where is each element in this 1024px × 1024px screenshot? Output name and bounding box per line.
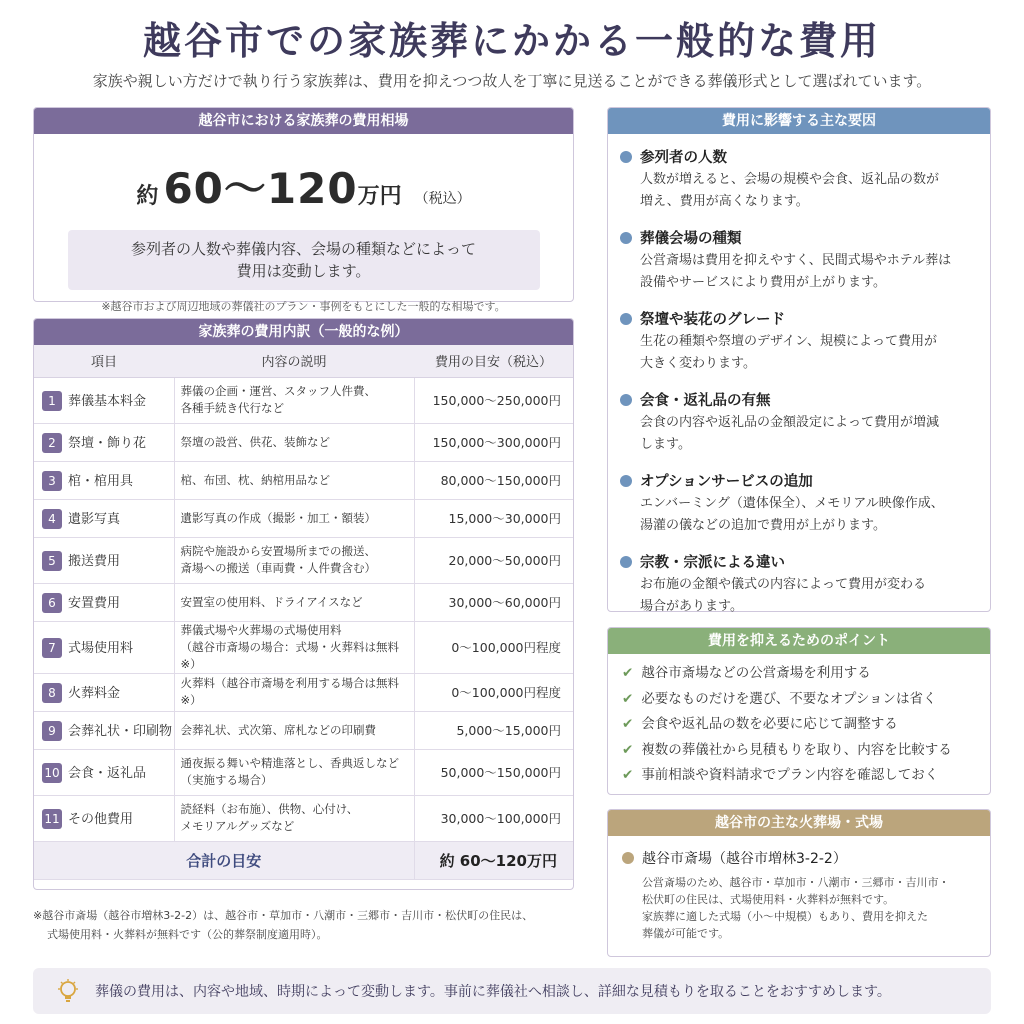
description-line: 棺、布団、枕、納棺用品など: [180, 472, 330, 487]
table-row: [34, 621, 573, 673]
description-line: メモリアルグッズなど: [180, 819, 295, 833]
table-row: [34, 749, 573, 795]
body-line: 大きく変わります。: [640, 356, 756, 371]
description-line: 通夜振る舞いや精進落とし、香典返しなど: [180, 756, 399, 770]
saving-tips-panel: [607, 627, 991, 795]
factor-title-text: 葬儀会場の種類: [640, 231, 742, 247]
description-line: 安置室の使用料、ドライアイスなど: [180, 594, 363, 609]
description-line: 読経料（お布施）、供物、心付け、: [180, 802, 359, 816]
description-line: 病院や施設から安置場所までの搬送、: [180, 544, 376, 558]
table-row: [34, 461, 573, 499]
factor-body: [620, 331, 980, 375]
bullet-dot-icon: [620, 232, 632, 244]
item-cell: [34, 583, 174, 621]
table-row: [34, 537, 573, 583]
factor-body: [620, 169, 980, 213]
item-name: 会葬礼状・印刷物: [68, 723, 173, 739]
item-number-badge: 9: [42, 721, 62, 741]
factors-header: 費用に影響する主な要因: [608, 108, 990, 134]
factor-title-text: 会食・返礼品の有無: [640, 393, 771, 409]
table-row: [34, 499, 573, 537]
item-name: 葬儀基本料金: [68, 393, 147, 409]
cost-cell: 30,000〜60,000円: [414, 583, 573, 621]
body-line: 場合があります。: [640, 599, 743, 614]
description-line: 家族葬に適した式場（小〜中規模）もあり、費用を抑えた: [642, 910, 928, 923]
checkmark-icon: ✔: [622, 716, 634, 732]
factor-item: [608, 551, 990, 618]
cost-range-header: 越谷市における家族葬の費用相場: [34, 108, 573, 134]
description-line: （実施する場合）: [180, 773, 273, 787]
cost-range-note: [68, 230, 540, 290]
tip-item: [608, 661, 990, 687]
item-name: その他費用: [68, 811, 134, 827]
item-name: 式場使用料: [68, 640, 134, 656]
item-cell: [34, 377, 174, 423]
item-cell: [34, 795, 174, 841]
bullet-dot-icon: [620, 475, 632, 487]
total-row: [34, 841, 573, 879]
bullet-dot-icon: [622, 852, 634, 864]
cost-range-amount: [34, 156, 573, 216]
description-line: 葬儀の企画・運営、スタッフ人件費、: [180, 384, 376, 398]
item-cell: [34, 621, 174, 673]
footnote-line: ※越谷市斎場（越谷市増林3-2-2）は、越谷市・草加市・八潮市・三郷市・吉川市・松伏町の住民は、: [33, 909, 534, 922]
item-cell: [34, 749, 174, 795]
description-cell: [174, 673, 414, 711]
cost-cell: 0〜100,000円程度: [414, 673, 573, 711]
item-cell: [34, 499, 174, 537]
item-number-badge: 6: [42, 593, 62, 613]
total-value: 約 60〜120万円: [414, 841, 573, 879]
body-line: 公営斎場は費用を抑えやすく、民間式場やホテル葬は: [640, 253, 952, 268]
cost-cell: 80,000〜150,000円: [414, 461, 573, 499]
column-header: 内容の説明: [174, 345, 414, 377]
table-header-row: [34, 345, 573, 377]
factor-title: [620, 389, 980, 410]
tip-item: [608, 712, 990, 738]
description-line: 火葬料（越谷市斎場を利用する場合は無料※）: [180, 676, 399, 707]
cost-cell: 50,000〜150,000円: [414, 749, 573, 795]
body-line: 生花の種類や祭壇のデザイン、規模によって費用が: [640, 334, 938, 349]
description-cell: [174, 621, 414, 673]
item-number-badge: 5: [42, 551, 62, 571]
cost-range-footnote: ※越谷市および周辺地域の葬儀社のプラン・事例をもとにした一般的な相場です。: [101, 300, 506, 313]
factor-body: [620, 250, 980, 294]
item-name: 祭壇・飾り花: [68, 435, 147, 451]
item-number-badge: 11: [42, 809, 62, 829]
item-number-badge: 4: [42, 509, 62, 529]
crematorium-name-text: 越谷市斎場（越谷市増林3-2-2）: [642, 851, 847, 867]
cost-range-panel: [33, 107, 574, 313]
page-title: 越谷市での家族葬にかかる一般的な費用: [142, 18, 881, 63]
tip-item: [608, 738, 990, 764]
footnote-line: 式場使用料・火葬料が無料です（公的葬祭制度適用時）。: [47, 928, 328, 941]
breakdown-header: 家族葬の費用内訳（一般的な例）: [34, 319, 573, 345]
item-number-badge: 2: [42, 433, 62, 453]
item-name: 会食・返礼品: [68, 765, 147, 781]
tip-text: 越谷市斎場などの公営斎場を利用する: [641, 665, 871, 681]
amount-value: 60〜120: [163, 164, 358, 213]
factor-title-text: オプションサービスの追加: [640, 474, 813, 490]
amount-unit: 万円: [357, 184, 402, 209]
item-name: 安置費用: [68, 595, 121, 611]
checkmark-icon: ✔: [622, 690, 634, 707]
column-header: 費用の目安（税込）: [414, 345, 573, 377]
body-line: 人数が増えると、会場の規模や会食、返礼品の数が: [640, 172, 940, 187]
cost-factors-panel: [607, 107, 991, 612]
description-line: 各種手続き代行など: [180, 401, 284, 415]
item-cell: [34, 711, 174, 749]
item-number-badge: 8: [42, 683, 62, 703]
factor-item: [608, 227, 990, 294]
cost-cell: 0〜100,000円程度: [414, 621, 573, 673]
item-name: 搬送費用: [68, 553, 121, 569]
body-line: お布施の金額や儀式の内容によって費用が変わる: [640, 577, 927, 592]
cost-cell: 30,000〜100,000円: [414, 795, 573, 841]
crematorium-name: [608, 848, 990, 868]
description-line: （越谷市斎場の場合：式場・火葬料は無料※）: [180, 639, 399, 671]
table-row: [34, 711, 573, 749]
cost-cell: 15,000〜30,000円: [414, 499, 573, 537]
item-number-badge: 3: [42, 471, 62, 491]
factor-item: [608, 308, 990, 375]
crematorium-panel: [607, 809, 991, 957]
item-number-badge: 10: [42, 763, 62, 783]
description-cell: [174, 423, 414, 461]
factor-title: [620, 146, 980, 167]
factor-title: [620, 470, 980, 491]
checkmark-icon: ✔: [622, 767, 634, 783]
factor-body: [620, 412, 980, 456]
tip-text: 事前相談や資料請求でプラン内容を確認しておく: [641, 767, 939, 783]
breakdown-footnote: [33, 906, 578, 944]
cost-cell: 5,000〜15,000円: [414, 711, 573, 749]
factor-title: [620, 551, 980, 572]
factor-body: [620, 493, 980, 537]
checkmark-icon: ✔: [622, 741, 634, 758]
body-line: エンバーミング（遺体保全）、メモリアル映像作成、: [640, 496, 944, 511]
cost-breakdown-panel: [33, 318, 574, 890]
description-cell: [174, 461, 414, 499]
factor-body: [620, 574, 980, 618]
factor-title: [620, 308, 980, 329]
description-cell: [174, 499, 414, 537]
table-row: [34, 673, 573, 711]
description-line: 葬儀式場や火葬場の式場使用料: [180, 622, 342, 637]
description-line: 公営斎場のため、越谷市・草加市・八潮市・三郷市・吉川市・: [642, 876, 950, 889]
description-cell: [174, 377, 414, 423]
crematorium-description: [608, 874, 990, 942]
description-cell: [174, 795, 414, 841]
tips-header: 費用を抑えるためのポイント: [608, 628, 990, 654]
amount-prefix: 約: [136, 184, 159, 209]
description-line: 葬儀が可能です。: [642, 927, 730, 940]
column-header: 項目: [34, 345, 174, 377]
crematorium-header: 越谷市の主な火葬場・式場: [608, 810, 990, 836]
lightbulb-icon: [55, 978, 81, 1004]
factor-item: [608, 389, 990, 456]
tip-item: [608, 763, 990, 789]
item-cell: [34, 673, 174, 711]
cost-cell: 20,000〜50,000円: [414, 537, 573, 583]
amount-tax-note: （税込）: [414, 191, 471, 207]
breakdown-table: [34, 345, 573, 880]
bullet-dot-icon: [620, 151, 632, 163]
advice-text: 葬儀の費用は、内容や地域、時期によって変動します。事前に葬儀社へ相談し、詳細な見積もりを取ることをおすすめします。: [95, 984, 891, 1000]
description-cell: [174, 537, 414, 583]
item-number-badge: 1: [42, 391, 62, 411]
bullet-dot-icon: [620, 556, 632, 568]
bullet-dot-icon: [620, 394, 632, 406]
item-number-badge: 7: [42, 638, 62, 658]
factor-title: [620, 227, 980, 248]
table-row: [34, 377, 573, 423]
factor-title-text: 祭壇や装花のグレード: [640, 312, 785, 328]
description-line: 松伏町の住民は、式場使用料・火葬料が無料です。: [642, 893, 895, 906]
table-row: [34, 583, 573, 621]
total-label: 合計の目安: [34, 841, 414, 879]
item-cell: [34, 537, 174, 583]
cost-cell: 150,000〜250,000円: [414, 377, 573, 423]
advice-banner: [33, 968, 991, 1014]
description-cell: [174, 749, 414, 795]
checkmark-icon: ✔: [622, 665, 634, 681]
tip-text: 会食や返礼品の数を必要に応じて調整する: [641, 716, 898, 732]
factor-title-text: 参列者の人数: [640, 150, 727, 166]
tip-item: [608, 687, 990, 713]
tip-text: 必要なものだけを選び、不要なオプションは省く: [641, 690, 937, 707]
table-row: [34, 423, 573, 461]
item-name: 火葬料金: [68, 685, 121, 701]
body-line: します。: [640, 437, 691, 452]
item-cell: [34, 423, 174, 461]
item-name: 棺・棺用具: [68, 473, 134, 489]
table-row: [34, 795, 573, 841]
body-line: 湯灌の儀などの追加で費用が上がります。: [640, 518, 886, 533]
description-cell: [174, 583, 414, 621]
body-line: 会食の内容や返礼品の金額設定によって費用が増減: [640, 415, 940, 430]
body-line: 増え、費用が高くなります。: [640, 194, 809, 209]
note-line: 費用は変動します。: [236, 262, 371, 280]
item-cell: [34, 461, 174, 499]
page-subtitle: 家族や親しい方だけで執り行う家族葬は、費用を抑えつつ故人を丁寧に見送ることができる葬儀形式として選ばれています。: [92, 72, 932, 90]
description-line: 斎場への搬送（車両費・人件費含む）: [180, 561, 376, 575]
item-name: 遺影写真: [68, 511, 121, 527]
factor-item: [608, 146, 990, 213]
description-line: 祭壇の設営、供花、装飾など: [180, 434, 330, 449]
tip-text: 複数の葬儀社から見積もりを取り、内容を比較する: [641, 741, 952, 758]
factor-item: [608, 470, 990, 537]
cost-cell: 150,000〜300,000円: [414, 423, 573, 461]
description-line: 遺影写真の作成（撮影・加工・額装）: [180, 510, 376, 525]
bullet-dot-icon: [620, 313, 632, 325]
factor-title-text: 宗教・宗派による違い: [640, 555, 785, 571]
description-cell: [174, 711, 414, 749]
note-line: 参列者の人数や葬儀内容、会場の種類などによって: [130, 240, 476, 258]
body-line: 設備やサービスにより費用が上がります。: [640, 275, 886, 290]
description-line: 会葬礼状、式次第、席札などの印刷費: [180, 722, 376, 737]
